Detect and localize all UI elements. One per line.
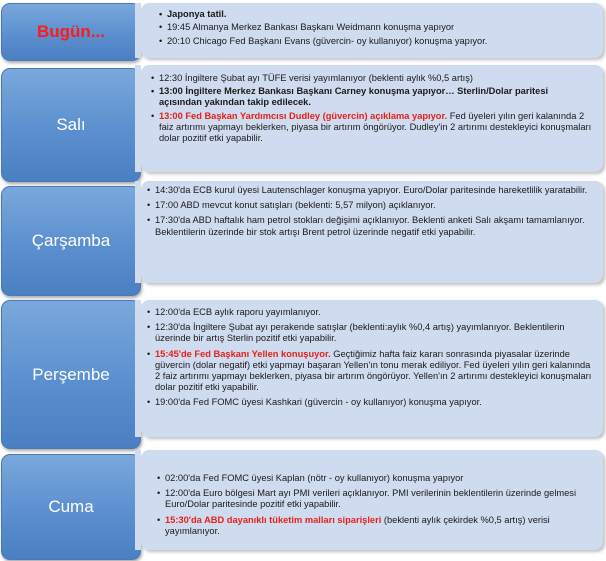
- day-label-wednesday: Çarşamba: [1, 186, 141, 296]
- panel-tuesday: [141, 65, 603, 172]
- list-friday: [141, 450, 603, 537]
- list-item: • 19:00'da Fed FOMC üyesi Kashkari (güvercin - oy kullanıyor) konuşma yapıyor.: [147, 397, 593, 408]
- list-item: • 12:00'da ECB aylık raporu yayımlanıyor.: [147, 307, 593, 318]
- list-item: • 17:30'da ABD haftalık ham petrol stokları değişimi açıklanıyor. Beklenti anketi Salı akşamı tamamlanıyor. Beklentilerin üzerinde bir stok artışı Brent petrol üzerinde negatif etki yapabilir.: [147, 215, 593, 237]
- list-wednesday: [141, 181, 603, 238]
- list-today: [141, 3, 603, 48]
- list-item: • 15:45'de Fed Başkanı Yellen konuşuyor. Geçtiğimiz hafta faiz kararı sonrasında piyasalar üzerinde güvercin (dolar negatif) etki yapmayı başaran Yellen'ın tonu merak ediliyor. Fed üyeleri yılın geri kalanında 2 faiz artırımı yapmayı beklerken, piyasa bir artırım öngörüyor. Yellen'ın 2 artırımı destekleyici konuşmaları dolar pozitif etki yapabilir.: [147, 349, 593, 394]
- list-thursday: [141, 300, 603, 409]
- day-label-tuesday: Salı: [1, 68, 141, 182]
- list-item: • 15:30'da ABD dayanıklı tüketim malları siparişleri (beklenti aylık çekirdek %0,5 artış) verisi yayımlanıyor.: [157, 515, 593, 537]
- list-tuesday: [141, 65, 603, 144]
- list-item: • 20:10 Chicago Fed Başkanı Evans (güvercin- oy kullanıyor) konuşma yapıyor.: [159, 36, 593, 47]
- list-item: • 14:30'da ECB kurul üyesi Lautenschlager konuşma yapıyor. Euro/Dolar paritesinde hareketlilik yaratabilir.: [147, 185, 593, 196]
- list-item: • Japonya tatil.: [159, 9, 593, 20]
- highlight-text: 15:30'da ABD dayanıklı tüketim malları siparişleri: [165, 514, 382, 525]
- panel-friday: [141, 450, 603, 550]
- list-item: • 12:30'da İngiltere Şubat ayı perakende satışlar (beklenti:aylık %0,4 artış) yayımlanıyor. Beklentilerin üzerinde bir artış Sterlin pozitif etki yapabilir.: [147, 322, 593, 344]
- list-item: • 13:00 İngiltere Merkez Bankası Başkanı Carney konuşma yapıyor… Sterlin/Dolar paritesi açısından yakından takip edilecek.: [151, 86, 593, 108]
- list-item: • 19:45 Almanya Merkez Bankası Başkanı Weidmann konuşma yapıyor: [159, 22, 593, 33]
- day-label-friday: Cuma: [1, 454, 141, 560]
- highlight-text: 15:45'de Fed Başkanı Yellen konuşuyor.: [155, 348, 331, 359]
- highlight-text: 13:00 Fed Başkan Yardımcısı Dudley (güvercin) açıklama yapıyor.: [159, 110, 448, 121]
- panel-today: [141, 3, 603, 58]
- list-item: • 12:00'da Euro bölgesi Mart ayı PMI verileri açıklanıyor. PMI verilerinin beklentilerin üzerinde gelmesi Euro/Dolar paritesinde pozitif etki yapabilir.: [157, 488, 593, 510]
- panel-wednesday: [141, 181, 603, 283]
- day-label-today: Bugün...: [1, 3, 141, 61]
- list-item: • 12:30 İngiltere Şubat ayı TÜFE verisi yayımlanıyor (beklenti aylık %0,5 artış): [151, 73, 593, 84]
- list-item: • 02:00'da Fed FOMC üyesi Kaplan (nötr - oy kullanıyor) konuşma yapıyor: [157, 473, 593, 484]
- list-item: • 17:00 ABD mevcut konut satışları (beklenti: 5,57 milyon) açıklanıyor.: [147, 200, 593, 211]
- day-label-thursday: Perşembe: [1, 300, 141, 449]
- list-item: • 13:00 Fed Başkan Yardımcısı Dudley (güvercin) açıklama yapıyor. Fed üyeleri yılın geri kalanında 2 faiz artırımı yapmayı beklerken, piyasa bir artırım öngörüyor. Dudley'in 2 artırımı destekleyici konuşmaları dolar pozitif etki yapabilir.: [151, 111, 593, 145]
- panel-thursday: [141, 300, 603, 437]
